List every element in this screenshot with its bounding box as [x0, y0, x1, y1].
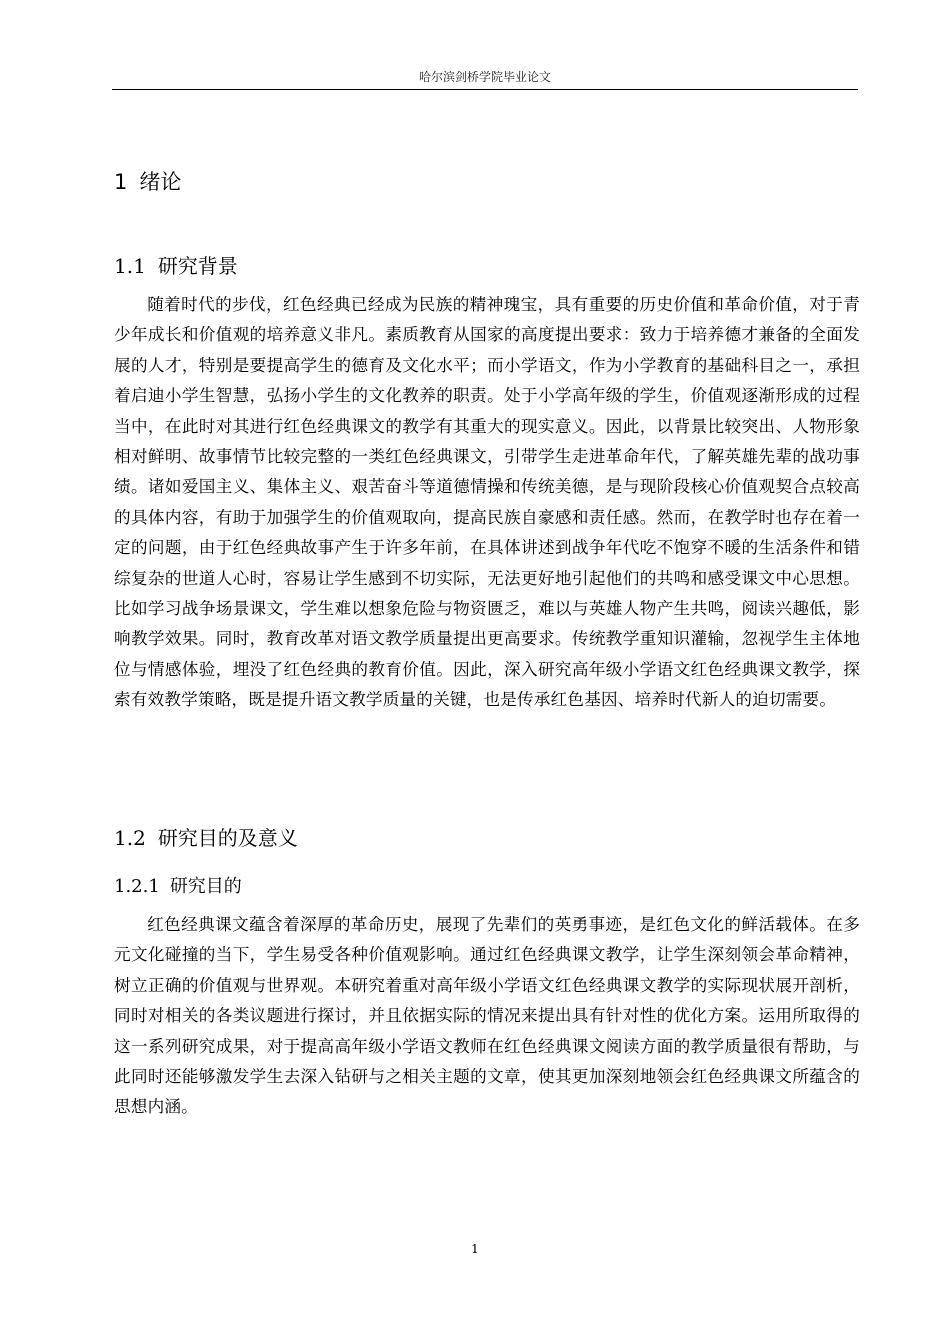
running-header: 哈尔滨剑桥学院毕业论文 [418, 70, 551, 84]
chapter-title: 绪论 [139, 170, 182, 194]
subsection-heading-1-2-1 [114, 872, 242, 898]
section-title: 研究背景 [157, 254, 238, 278]
subsection-number: 1.2.1 [114, 876, 160, 897]
section-heading-1-2 [114, 822, 298, 851]
chapter-heading [114, 166, 181, 196]
subsection-title: 研究目的 [169, 876, 242, 897]
section-heading-1-1 [114, 250, 238, 279]
section-title: 研究目的及意义 [157, 826, 298, 850]
section-number: 1.1 [114, 254, 146, 278]
page-number: 1 [471, 1242, 479, 1256]
purpose-paragraph: 红色经典课文蕴含着深厚的革命历史，展现了先辈们的英勇事迹，是红色文化的鲜活载体。在多元文化碰撞的当下，学生易受各种价值观影响。通过红色经典课文教学，让学生深刻领会革命精神，树立正确的价值观与世界观。本研究着重对高年级小学语文红色经典课文教学的实际现状展开剖析，同时对相关的各类议题进行探讨，并且依据实际的情况来提出具有针对性的优化方案。运用所取得的这一系列研究成果，对于提高高年级小学语文教师在红色经典课文阅读方面的教学质量很有帮助，与此同时还能够激发学生去深入钻研与之相关主题的文章，使其更加深刻地领会红色经典课文所蕴含的思想内涵。 [114, 915, 860, 1117]
background-paragraph: 随着时代的步伐，红色经典已经成为民族的精神瑰宝，具有重要的历史价值和革命价值，对于青少年成长和价值观的培养意义非凡。素质教育从国家的高度提出要求：致力于培养德才兼备的全面发展的人才，特别是要提高学生的德育及文化水平；而小学语文，作为小学教育的基础科目之一，承担着启迪小学生智慧，弘扬小学生的文化教养的职责。处于小学高年级的学生，价值观逐渐形成的过程当中，在此时对其进行红色经典课文的教学有其重大的现实意义。因此，以背景比较突出、人物形象相对鲜明、故事情节比较完整的一类红色经典课文，引带学生走进革命年代，了解英雄先辈的战功事绩。诸如爱国主义、集体主义、艰苦奋斗等道德情操和传统美德，是与现阶段核心价值观契合点较高的具体内容，有助于加强学生的价值观取向，提高民族自豪感和责任感。然而，在教学时也存在着一定的问题，由于红色经典故事产生于许多年前，在具体讲述到战争年代吃不饱穿不暖的生活条件和错综复杂的世道人心时，容易让学生感到不切实际，无法更好地引起他们的共鸣和感受课文中心思想。比如学习战争场景课文，学生难以想象危险与物资匮乏，难以与英雄人物产生共鸣，阅读兴趣低，影响教学效果。同时，教育改革对语文教学质量提出更高要求。传统教学重知识灌输，忽视学生主体地位与情感体验，埋没了红色经典的教育价值。因此，深入研究高年级小学语文红色经典课文教学，探索有效教学策略，既是提升语文教学质量的关键，也是传承红色基因、培养时代新人的迫切需要。 [114, 295, 860, 710]
header-rule [112, 89, 858, 90]
chapter-number: 1 [114, 170, 128, 194]
section-number: 1.2 [114, 826, 146, 850]
